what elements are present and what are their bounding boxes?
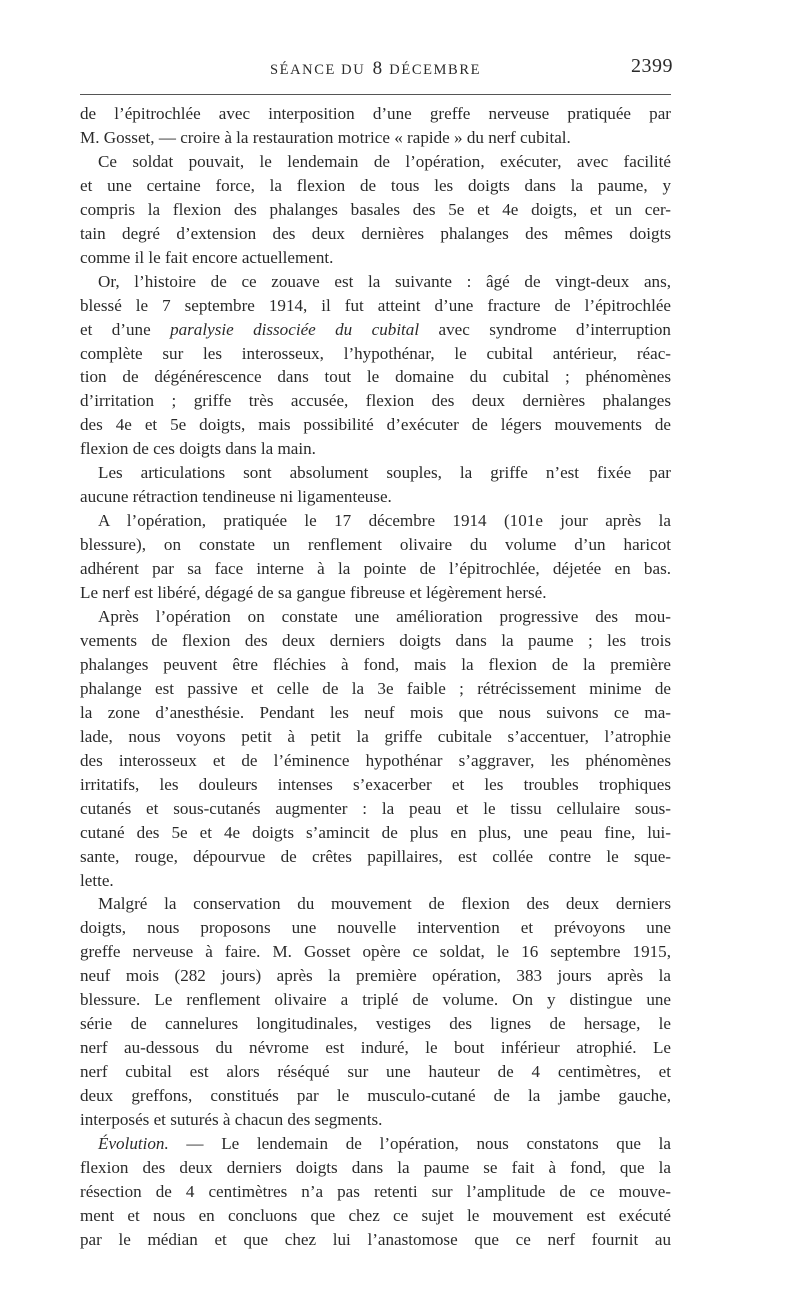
text-line: de l’épitrochlée avec interposition d’une greffe nerveuse pratiquée par [80, 104, 671, 123]
text-line: et une certaine force, la flexion de tous les doigts dans la paume, y [80, 175, 671, 195]
text-line: résection de 4 centimètres n’a pas retenti sur l’amplitude de ce mouve- [80, 1181, 671, 1201]
text-line: phalange est passive et celle de la 3e faible ; rétrécissement minime de [80, 678, 671, 698]
text-line: Or, l’histoire de ce zouave est la suivante : âgé de vingt-deux ans, [98, 271, 671, 291]
text-span: — Le lendemain de l’opération, nous constatons que la [168, 1133, 671, 1153]
text-line: Après l’opération on constate une amélioration progressive des mou- [98, 607, 671, 627]
text-line: des 4e et 5e doigts, mais possibilité d’exécuter de légers mouvements de [80, 415, 671, 435]
text-line: blessé le 7 septembre 1914, il fut atteint d’une fracture de l’épitrochlée [80, 295, 671, 315]
text-span: et d’une [80, 319, 171, 339]
text-line: Ce soldat pouvait, le lendemain de l’opération, exécuter, avec facilité [98, 151, 671, 171]
text-line: Les articulations sont absolument souples, la griffe n’est fixée par [98, 463, 671, 483]
text-line: d’irritation ; griffe très accusée, flexion des deux dernières phalanges [80, 391, 671, 411]
running-title [80, 58, 671, 80]
text-line: par le médian et que chez lui l’anastomose que ce nerf fournit au [80, 1229, 671, 1249]
running-head [80, 52, 671, 86]
text-line: Malgré la conservation du mouvement de flexion des deux derniers [98, 894, 671, 914]
text-line: greffe nerveuse à faire. M. Gosset opère ce soldat, le 16 septembre 1915, [80, 942, 671, 962]
text-line: lade, nous voyons petit à petit la griffe cubitale s’accentuer, l’atrophie [80, 726, 671, 746]
text-line: nerf cubital est alors réséqué sur une hauteur de 4 centimètres, et [80, 1062, 671, 1082]
text-line: aucune rétraction tendineuse ni ligamenteuse. [80, 487, 392, 507]
italic-term: paralysie dissociée du cubital [170, 319, 420, 339]
text-line: complète sur les interosseux, l’hypothénar, le cubital antérieur, réac- [80, 343, 671, 363]
running-title-day: 8 [372, 58, 383, 79]
text-line: blessure. Le renflement olivaire a triplé de volume. On y distingue une [80, 990, 671, 1010]
text-line: doigts, nous proposons une nouvelle intervention et prévoyons une [80, 918, 671, 938]
text-line: neuf mois (282 jours) après la première opération, 383 jours après la [80, 966, 671, 986]
text-line: nerf au-dessous du névrome est induré, le bout inférieur atrophié. Le [80, 1038, 671, 1058]
header-rule [80, 94, 671, 95]
body-text [80, 102, 671, 1252]
text-line: sante, rouge, dépourvue de crêtes papillaires, est collée contre le sque- [80, 846, 671, 866]
text-line: série de cannelures longitudinales, vestiges des lignes de hersage, le [80, 1014, 671, 1034]
text-line: tion de dégénérescence dans tout le domaine du cubital ; phénomènes [80, 367, 671, 387]
text-line: compris la flexion des phalanges basales des 5e et 4e doigts, et un cer- [80, 199, 671, 219]
text-line: tain degré d’extension des deux dernières phalanges des mêmes doigts [80, 223, 671, 243]
text-line: flexion de ces doigts dans la main. [80, 439, 316, 459]
text-line [80, 318, 671, 342]
text-line: vements de flexion des deux derniers doigts dans la paume ; les trois [80, 630, 671, 650]
text-line: phalanges peuvent être fléchies à fond, mais la flexion de la première [80, 654, 671, 674]
text-line: deux greffons, constitués par le musculo-cutané de la jambe gauche, [80, 1086, 671, 1106]
text-line: des interosseux et de l’éminence hypothénar s’aggraver, les phénomènes [80, 750, 671, 770]
text-line [80, 1132, 671, 1156]
text-line: comme il le fait encore actuellement. [80, 247, 334, 267]
page [80, 52, 671, 1252]
running-title-pre: SÉANCE DU [269, 62, 366, 78]
text-line: Le nerf est libéré, dégagé de sa gangue fibreuse et légèrement hersé. [80, 583, 547, 603]
text-line: la zone d’anesthésie. Pendant les neuf mois que nous suivons ce ma- [80, 702, 671, 722]
text-line: ment et nous en concluons que chez ce sujet le mouvement est exécuté [80, 1205, 671, 1225]
text-line: irritatifs, les douleurs intenses s’exacerber et les troubles trophiques [80, 774, 671, 794]
text-line: flexion des deux derniers doigts dans la paume se fait à fond, que la [80, 1157, 671, 1177]
text-line: A l’opération, pratiquée le 17 décembre 1914 (101e jour après la [98, 511, 671, 531]
page-number: 2399 [631, 55, 673, 77]
text-line: lette. [80, 870, 114, 890]
text-line: interposés et suturés à chacun des segments. [80, 1110, 383, 1130]
text-span: avec syndrome d’interruption [419, 319, 671, 339]
text-line: adhérent par sa face interne à la pointe de l’épitrochlée, déjetée en bas. [80, 559, 671, 579]
text-line: blessure), on constate un renflement olivaire du volume d’un haricot [80, 535, 671, 555]
text-line: M. Gosset, — croire à la restauration motrice « rapide » du nerf cubital. [80, 127, 571, 147]
running-title-post: DÉCEMBRE [389, 62, 482, 78]
italic-term: Évolution. [98, 1133, 169, 1153]
text-line: cutanés et sous-cutanés augmenter : la peau et le tissu cellulaire sous- [80, 798, 671, 818]
text-line: cutané des 5e et 4e doigts s’amincit de plus en plus, une peau fine, lui- [80, 822, 671, 842]
